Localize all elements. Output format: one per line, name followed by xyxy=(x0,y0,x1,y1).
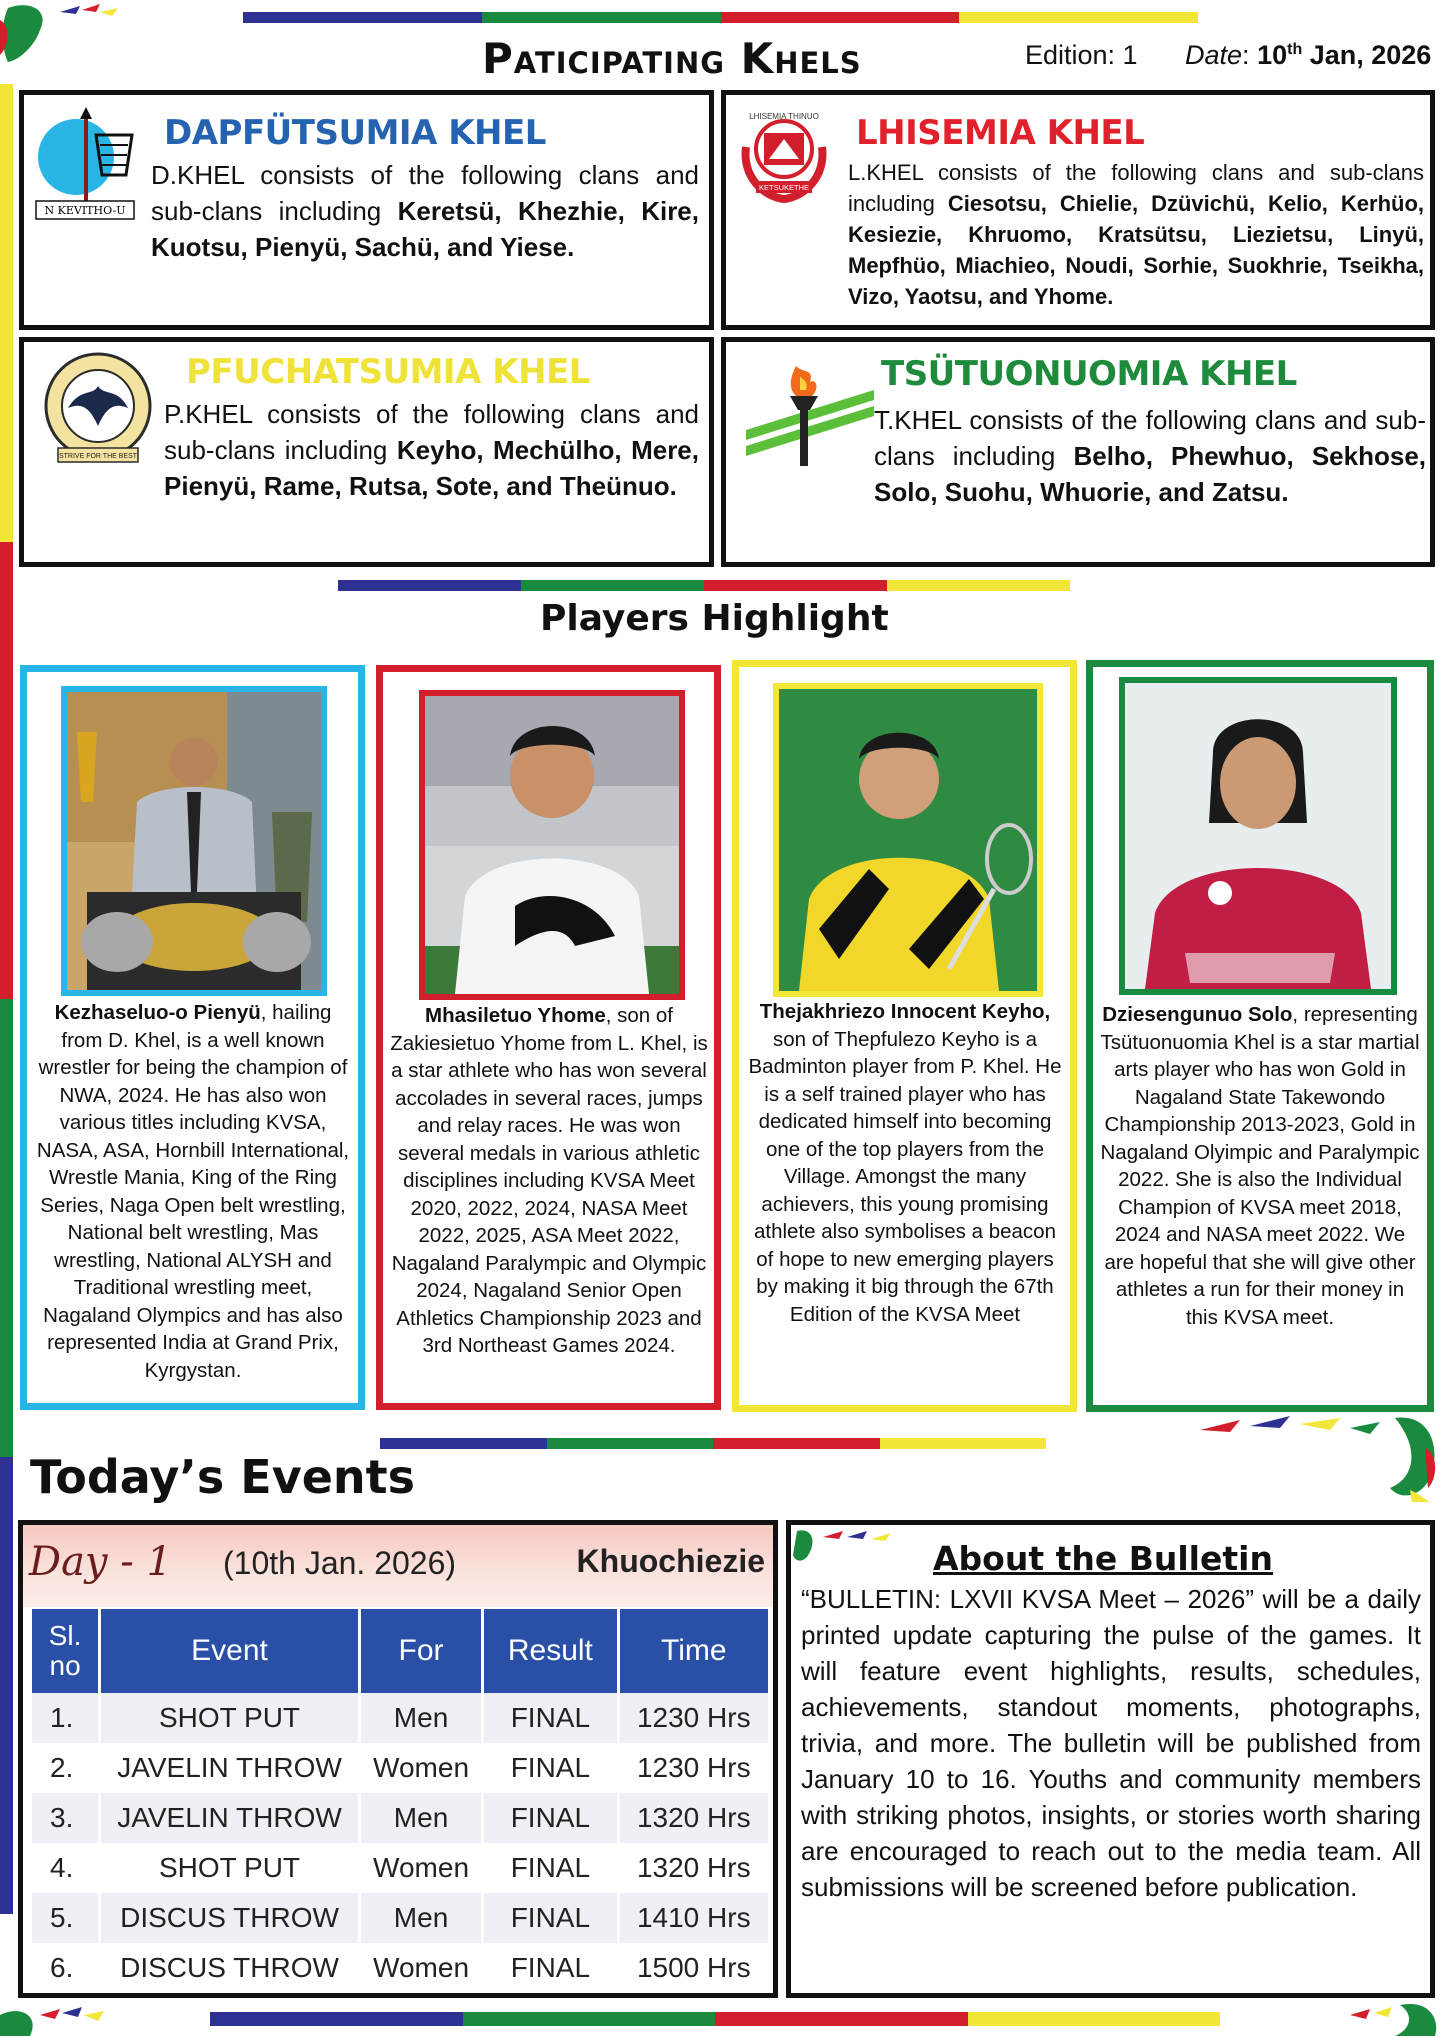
table-cell: SHOT PUT xyxy=(101,1843,358,1893)
svg-text:N KEVITHO-U: N KEVITHO-U xyxy=(44,204,126,217)
players-highlight-title: Players Highlight xyxy=(540,598,889,639)
edition-label: Edition: 1 xyxy=(1025,40,1138,70)
table-cell: Men xyxy=(361,1793,481,1843)
table-cell: 1. xyxy=(32,1693,98,1743)
svg-text:KETSUKETHE: KETSUKETHE xyxy=(758,183,810,192)
events-schedule xyxy=(18,1520,778,1998)
emblem-icon xyxy=(734,107,834,207)
table-cell: 2. xyxy=(32,1743,98,1793)
table-cell: 5. xyxy=(32,1893,98,1943)
table-cell: 6. xyxy=(32,1943,98,1993)
mid-stripe-2 xyxy=(380,1438,1046,1449)
player-card xyxy=(1086,660,1434,1412)
khel-name: LHISEMIA KHEL xyxy=(856,113,1145,153)
column-header: Result xyxy=(484,1609,616,1693)
table-cell: Women xyxy=(361,1743,481,1793)
about-text: “BULLETIN: LXVII KVSA Meet – 2026” will be a daily printed update capturing the pulse of the games. It will feature event highlights, results, schedules, achievements, standout moments, photographs, trivia, and more. The bulletin will be published from January 10 to 16. Youths and community members with striking photos, insights, or stories worth sharing are encouraged to reach out to the media team. All submissions will be screened before publication. xyxy=(801,1584,1421,1902)
table-row xyxy=(32,1843,768,1893)
table-row xyxy=(32,1693,768,1743)
table-cell: FINAL xyxy=(484,1893,616,1943)
player-photo xyxy=(61,686,327,996)
table-row xyxy=(32,1893,768,1943)
table-cell: 1230 Hrs xyxy=(620,1693,768,1743)
khel-description: L.KHEL consists of the following clans and sub-clans including Ciesotsu, Chielie, Dzüvichü, Kelio, Kerhüo, Kesiezie, Khruomo, Kratsütsu, Liezietsu, Linyü, Mepfhüo, Miachieo, Noudi, Sorhie, Suokhrie, Tseikha, Vizo, Yaotsu, and Yhome. xyxy=(848,160,1424,309)
player-photo xyxy=(773,683,1043,997)
table-cell: 1500 Hrs xyxy=(620,1943,768,1993)
khel-card-lhisemia xyxy=(721,90,1435,330)
date-label: Date: 10th Jan, 2026 xyxy=(1185,40,1432,70)
left-border-stripe xyxy=(0,84,13,1914)
player-card xyxy=(376,665,721,1410)
player-description: Kezhaseluo-o Pienyü, hailing from D. Khel, is a well known wrestler for being the champion of NWA, 2024. He has also won various titles including KVSA, NASA, ASA, Hornbill International, Wrestle Mania, King of the Ring Series, Naga Open belt wrestling, National belt wrestling, Mas wrestling, National ALYSH and Traditional wrestling meet, Nagaland Olympics and has also represented India at Grand Prix, Kyrgystan. xyxy=(36,1001,350,1382)
khel-name: DAPFÜTSUMIA KHEL xyxy=(164,113,546,153)
table-row xyxy=(32,1743,768,1793)
table-cell: 1230 Hrs xyxy=(620,1743,768,1793)
top-left-splash-icon xyxy=(0,0,130,70)
table-cell: FINAL xyxy=(484,1743,616,1793)
events-table xyxy=(29,1609,771,1993)
right-splash-icon xyxy=(1180,1408,1440,1503)
table-cell: DISCUS THROW xyxy=(101,1943,358,1993)
schedule-header xyxy=(23,1525,773,1607)
about-bulletin-box xyxy=(786,1520,1435,1998)
khel-card-tsutuonuomia xyxy=(721,337,1435,567)
table-cell: Women xyxy=(361,1943,481,1993)
table-cell: JAVELIN THROW xyxy=(101,1743,358,1793)
khel-description: T.KHEL consists of the following clans and sub-clans including Belho, Phewhuo, Sekhose, Solo, Suohu, Whuorie, and Zatsu. xyxy=(874,405,1426,507)
table-cell: FINAL xyxy=(484,1693,616,1743)
day-label: Day - 1 xyxy=(29,1539,172,1585)
table-cell: 4. xyxy=(32,1843,98,1893)
column-header: For xyxy=(361,1609,481,1693)
svg-text:LHISEMIA THINUO: LHISEMIA THINUO xyxy=(749,112,819,121)
player-description: Thejakhriezo Innocent Keyho, son of Thepfulezo Keyho is a Badminton player from P. Khel. He is a self trained player who has dedicated himself into becoming one of the top players from the Village. Amongst the many achievers, this young promising athlete also symbolises a beacon of hope to new emerging players by making it big through the 67th Edition of the KVSA Meet xyxy=(748,1000,1062,1326)
about-splash-icon xyxy=(793,1527,903,1567)
table-cell: SHOT PUT xyxy=(101,1693,358,1743)
table-cell: JAVELIN THROW xyxy=(101,1793,358,1843)
column-header: Event xyxy=(101,1609,358,1693)
torch-icon xyxy=(744,360,874,470)
column-header: Time xyxy=(620,1609,768,1693)
player-photo xyxy=(419,690,685,1000)
table-cell: FINAL xyxy=(484,1793,616,1843)
mid-stripe-1 xyxy=(338,580,1070,591)
table-row xyxy=(32,1943,768,1993)
player-description: Dziesengunuo Solo, representing Tsütuonuomia Khel is a star martial arts player who has won Gold in Nagaland State Takewondo Championship 2013-2023, Gold in Nagaland Olyimpic and Paralympic 2022. She is also the Individual Champion of KVSA meet 2018, 2024 and NASA meet 2022. We are hopeful that she will give other athletes a run for their money in this KVSA meet. xyxy=(1100,1003,1420,1329)
table-cell: Women xyxy=(361,1843,481,1893)
page-title: Paticipating Khels xyxy=(482,34,862,83)
table-cell: 1410 Hrs xyxy=(620,1893,768,1943)
bottom-stripe xyxy=(210,2012,1220,2026)
table-cell: 1320 Hrs xyxy=(620,1843,768,1893)
khel-name: PFUCHATSUMIA KHEL xyxy=(186,352,590,392)
top-stripe xyxy=(243,12,1198,23)
player-description: Mhasiletuo Yhome, son of Zakiesietuo Yhome from L. Khel, is a star athlete who has won several accolades in several races, jumps and relay races. He was won several medals in various athletic disciplines including KVSA Meet 2020, 2022, 2024, NASA Meet 2022, 2025, ASA Meet 2022, Nagaland Paralympic and Olympic 2024, Nagaland Senior Open Athletics Championship 2023 and 3rd Northeast Games 2024. xyxy=(390,1004,708,1357)
player-card xyxy=(20,665,365,1410)
table-cell: DISCUS THROW xyxy=(101,1893,358,1943)
table-cell: Men xyxy=(361,1693,481,1743)
table-cell: 3. xyxy=(32,1793,98,1843)
table-row xyxy=(32,1793,768,1843)
player-photo xyxy=(1119,677,1397,995)
venue-label: Khuochiezie xyxy=(576,1543,765,1579)
table-cell: FINAL xyxy=(484,1943,616,1993)
khel-card-dapfutsumia xyxy=(19,90,714,330)
column-header: Sl. no xyxy=(32,1609,98,1693)
schedule-date: (10th Jan. 2026) xyxy=(223,1545,457,1581)
player-card xyxy=(732,660,1077,1412)
eagle-seal-icon xyxy=(38,348,158,468)
khel-name: TSÜTUONUOMIA KHEL xyxy=(881,354,1297,394)
about-title: About the Bulletin xyxy=(933,1539,1273,1578)
khel-card-pfuchatsumia xyxy=(19,337,714,567)
table-cell: Men xyxy=(361,1893,481,1943)
spear-basket-icon xyxy=(34,105,144,220)
khel-description: P.KHEL consists of the following clans and sub-clans including Keyho, Mechülho, Mere, Pienyü, Rame, Rutsa, Sote, and Theünuo. xyxy=(164,399,699,501)
khel-description: D.KHEL consists of the following clans and sub-clans including Keretsü, Khezhie, Kire, Kuotsu, Pienyü, Sachü, and Yiese. xyxy=(151,160,699,262)
table-cell: 1320 Hrs xyxy=(620,1793,768,1843)
svg-text:STRIVE FOR THE BEST: STRIVE FOR THE BEST xyxy=(58,453,138,460)
todays-events-title: Today’s Events xyxy=(30,1450,416,1504)
table-cell: FINAL xyxy=(484,1843,616,1893)
